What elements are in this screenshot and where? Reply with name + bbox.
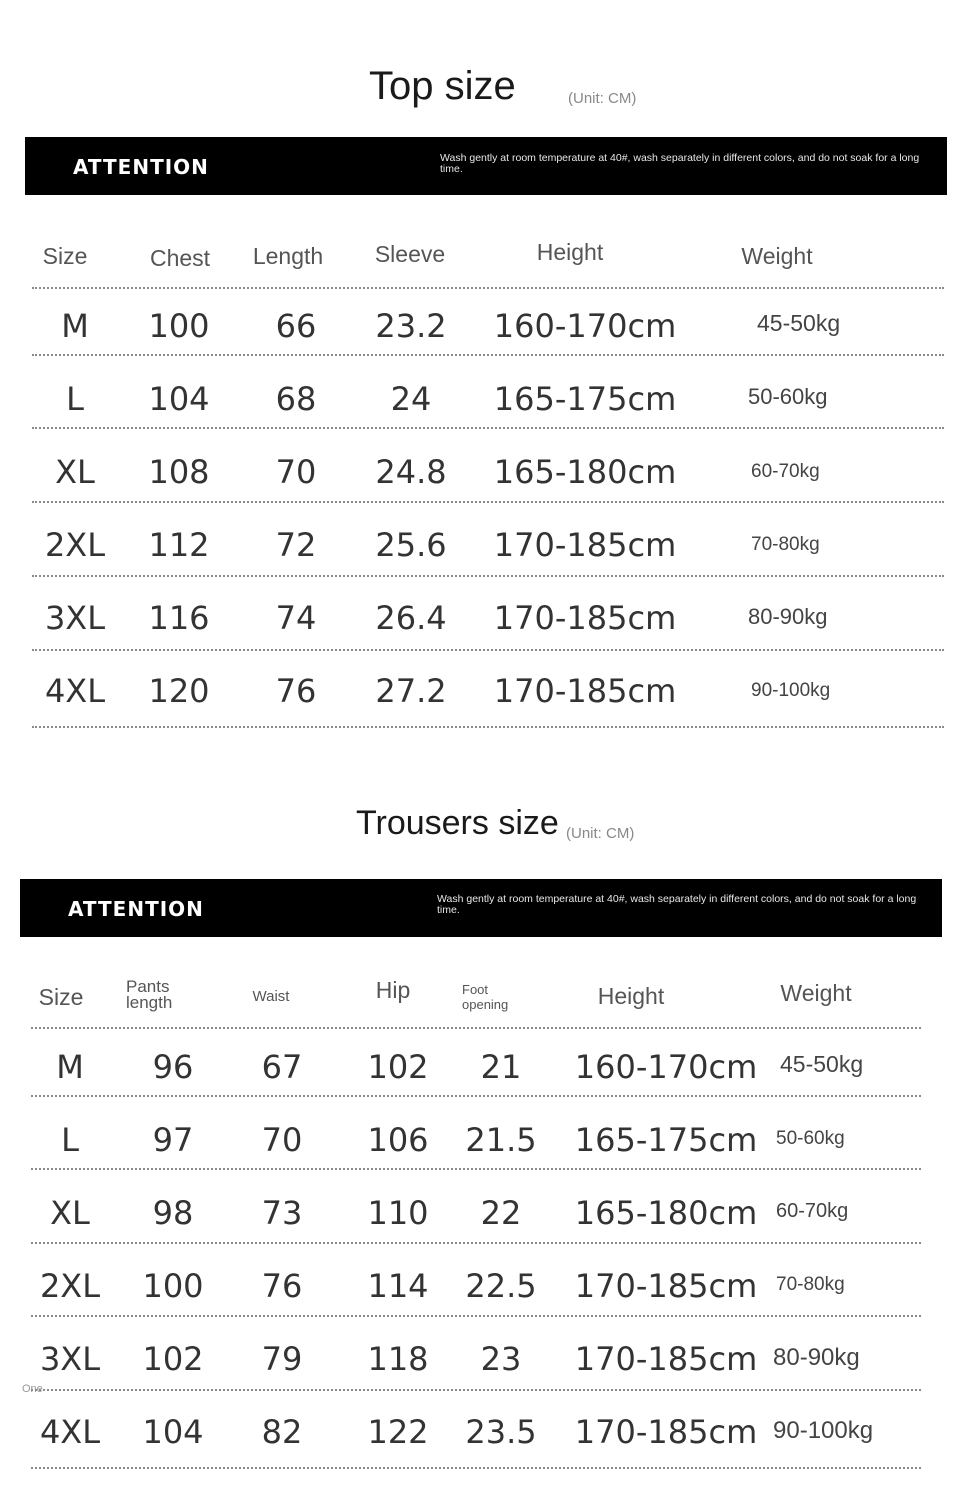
trousers-cell-height: 170-185cm [574,1413,758,1451]
top-cell-sleeve: 26.4 [375,599,447,637]
top-rule [32,287,944,289]
trousers-cell-pants-length: 100 [142,1267,204,1305]
top-cell-weight: 45-50kg [757,310,841,336]
top-cell-height: 160-170cm [493,307,677,345]
top-care-note: Wash gently at room temperature at 40#, wash separately in different colors, and do not soak for a long time. [440,152,920,175]
trousers-cell-hip: 110 [367,1194,429,1232]
trousers-care-note: Wash gently at room temperature at 40#, wash separately in different colors, and do not soak for a long time. [437,893,917,916]
trousers-header-weight: Weight [780,980,852,1006]
trousers-unit-label: (Unit: CM) [566,825,635,842]
trousers-cell-foot-opening: 23.5 [465,1413,537,1451]
trousers-cell-waist: 70 [261,1121,303,1159]
top-cell-chest: 104 [148,380,210,418]
trousers-rule [31,1168,921,1170]
trousers-attention-label: ATTENTION [68,897,204,921]
trousers-cell-pants-length: 96 [152,1048,194,1086]
top-cell-chest: 112 [148,526,210,564]
trousers-cell-weight: 80-90kg [773,1344,860,1371]
trousers-cell-foot-opening: 22.5 [465,1267,537,1305]
trousers-cell-height: 160-170cm [574,1048,758,1086]
top-cell-chest: 100 [148,307,210,345]
top-cell-chest: 108 [148,453,210,491]
trousers-cell-hip: 122 [367,1413,429,1451]
top-cell-chest: 120 [148,672,210,710]
trousers-cell-foot-opening: 23 [480,1340,522,1378]
trousers-cell-height: 165-175cm [574,1121,758,1159]
top-cell-chest: 116 [148,599,210,637]
trousers-cell-height: 165-180cm [574,1194,758,1232]
top-cell-size: L [66,380,84,418]
top-rule [32,649,944,651]
trousers-cell-hip: 114 [367,1267,429,1305]
trousers-size-title: Trousers size [356,804,559,842]
top-cell-sleeve: 24.8 [375,453,447,491]
trousers-cell-weight: 45-50kg [780,1051,864,1077]
trousers-cell-foot-opening: 21.5 [465,1121,537,1159]
trousers-cell-waist: 73 [261,1194,303,1232]
trousers-cell-size: 4XL [39,1413,101,1451]
top-cell-length: 70 [275,453,317,491]
trousers-rule [31,1095,921,1097]
top-cell-weight: 90-100kg [751,680,831,701]
top-cell-sleeve: 23.2 [375,307,447,345]
trousers-cell-pants-length: 98 [152,1194,194,1232]
trousers-cell-pants-length: 97 [152,1121,194,1159]
trousers-cell-weight: 60-70kg [776,1200,849,1222]
top-header-chest: Chest [149,245,211,271]
trousers-rule [31,1242,921,1244]
top-cell-sleeve: 24 [390,380,432,418]
top-rule [32,354,944,356]
top-size-title: Top size [369,64,516,108]
top-cell-size: 4XL [44,672,106,710]
trousers-cell-size: 2XL [39,1267,101,1305]
top-cell-height: 165-175cm [493,380,677,418]
top-cell-size: 3XL [44,599,106,637]
top-cell-size: M [61,307,89,345]
trousers-cell-pants-length: 102 [142,1340,204,1378]
top-rule [32,427,944,429]
top-cell-length: 72 [275,526,317,564]
top-cell-sleeve: 25.6 [375,526,447,564]
top-cell-weight: 70-80kg [751,534,820,555]
trousers-cell-size: L [61,1121,79,1159]
top-cell-size: XL [55,453,95,491]
top-cell-weight: 60-70kg [751,461,820,482]
top-cell-height: 170-185cm [493,526,677,564]
top-cell-length: 68 [275,380,317,418]
top-attention-label: ATTENTION [73,155,209,179]
top-cell-height: 165-180cm [493,453,677,491]
top-rule [32,575,944,577]
top-rule [32,726,944,728]
trousers-rule [31,1315,921,1317]
top-cell-height: 170-185cm [493,672,677,710]
trousers-rule [31,1027,921,1029]
top-header-weight: Weight [741,243,813,269]
trousers-cell-height: 170-185cm [574,1267,758,1305]
trousers-header-pants-length: Pants length [126,977,173,1012]
trousers-header-hip: Hip [375,977,411,1003]
top-header-length: Length [252,243,324,269]
footnote-mark: One [22,1383,43,1395]
top-cell-length: 74 [275,599,317,637]
trousers-cell-hip: 102 [367,1048,429,1086]
trousers-cell-height: 170-185cm [574,1340,758,1378]
top-cell-size: 2XL [44,526,106,564]
trousers-cell-weight: 90-100kg [773,1417,874,1444]
top-cell-length: 76 [275,672,317,710]
top-cell-weight: 50-60kg [748,384,828,409]
trousers-cell-foot-opening: 22 [480,1194,522,1232]
top-cell-sleeve: 27.2 [375,672,447,710]
top-attention-banner [25,137,947,195]
trousers-cell-waist: 76 [261,1267,303,1305]
trousers-header-size: Size [38,984,84,1010]
trousers-rule [31,1467,921,1469]
trousers-header-height: Height [597,983,665,1009]
top-cell-length: 66 [275,307,317,345]
top-cell-height: 170-185cm [493,599,677,637]
top-header-size: Size [42,243,88,269]
trousers-cell-waist: 79 [261,1340,303,1378]
top-header-sleeve: Sleeve [374,241,446,267]
trousers-rule [31,1389,921,1391]
trousers-cell-weight: 50-60kg [776,1128,845,1149]
trousers-cell-hip: 118 [367,1340,429,1378]
trousers-header-foot-opening: Foot opening [462,982,509,1012]
trousers-cell-size: M [56,1048,84,1086]
trousers-header-waist: Waist [252,988,290,1005]
trousers-cell-waist: 67 [261,1048,303,1086]
trousers-cell-size: XL [50,1194,90,1232]
trousers-cell-pants-length: 104 [142,1413,204,1451]
trousers-cell-hip: 106 [367,1121,429,1159]
trousers-cell-waist: 82 [261,1413,303,1451]
trousers-cell-weight: 70-80kg [776,1274,845,1295]
top-unit-label: (Unit: CM) [568,90,637,107]
trousers-attention-banner [20,879,942,937]
trousers-cell-foot-opening: 21 [480,1048,522,1086]
top-rule [32,501,944,503]
top-cell-weight: 80-90kg [748,604,828,629]
top-header-height: Height [536,239,604,265]
trousers-cell-size: 3XL [39,1340,101,1378]
